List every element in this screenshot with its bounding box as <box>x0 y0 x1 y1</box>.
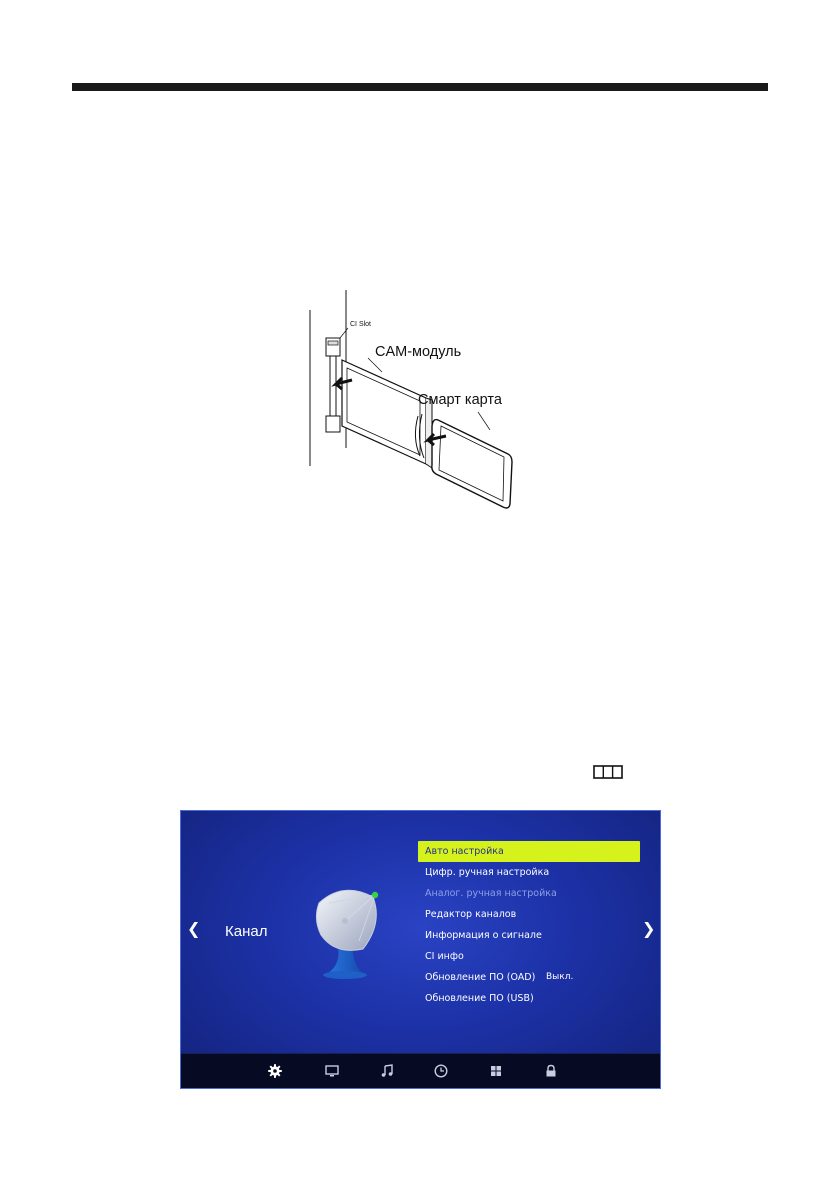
clock-icon[interactable] <box>433 1063 449 1079</box>
menu-item-dtv-manual-tuning[interactable] <box>418 862 640 883</box>
nav-left-arrow[interactable]: ❮ <box>187 919 201 938</box>
menu-item-auto-tuning[interactable] <box>418 841 640 862</box>
channel-menu-list <box>418 841 640 1009</box>
menu-item-label: Обновление ПО (OAD) <box>425 972 536 983</box>
cam-module-label: CAM-модуль <box>375 344 462 360</box>
menu-item-label: Цифр. ручная настройка <box>425 867 550 878</box>
music-note-icon[interactable] <box>379 1063 395 1079</box>
menu-item-oad-update[interactable] <box>418 967 640 988</box>
menu-item-value: Выкл. <box>546 972 574 982</box>
menu-item-atv-manual-tuning[interactable] <box>418 883 640 904</box>
smart-card-label: Смарт карта <box>418 392 502 408</box>
cam-insertion-diagram <box>300 288 540 516</box>
apps-grid-icon[interactable] <box>488 1063 504 1079</box>
smart-card <box>432 420 512 508</box>
lock-icon[interactable] <box>543 1063 559 1079</box>
menu-item-usb-update[interactable] <box>418 988 640 1009</box>
menu-item-signal-info[interactable] <box>418 925 640 946</box>
ci-slot-label: CI Slot <box>350 321 372 328</box>
menu-item-channel-editor[interactable] <box>418 904 640 925</box>
menu-category-title: Канал <box>225 923 268 940</box>
menu-button-icon <box>593 764 623 780</box>
menu-item-label: Информация о сигнале <box>425 930 542 941</box>
menu-category-bar <box>181 1053 660 1088</box>
satellite-dish-icon <box>309 883 389 979</box>
cam-module <box>342 360 432 468</box>
monitor-icon[interactable] <box>324 1063 340 1079</box>
header-rule <box>72 83 768 91</box>
nav-right-arrow[interactable]: ❯ <box>642 919 656 938</box>
menu-item-label: Редактор каналов <box>425 909 517 920</box>
menu-item-label: Аналог. ручная настройка <box>425 888 557 899</box>
menu-item-label: Обновление ПО (USB) <box>425 993 534 1004</box>
menu-item-label: CI инфо <box>425 951 464 962</box>
menu-item-ci-info[interactable] <box>418 946 640 967</box>
tv-menu-screenshot <box>180 810 661 1089</box>
gear-icon[interactable] <box>267 1063 283 1079</box>
menu-item-label: Авто настройка <box>425 846 504 857</box>
